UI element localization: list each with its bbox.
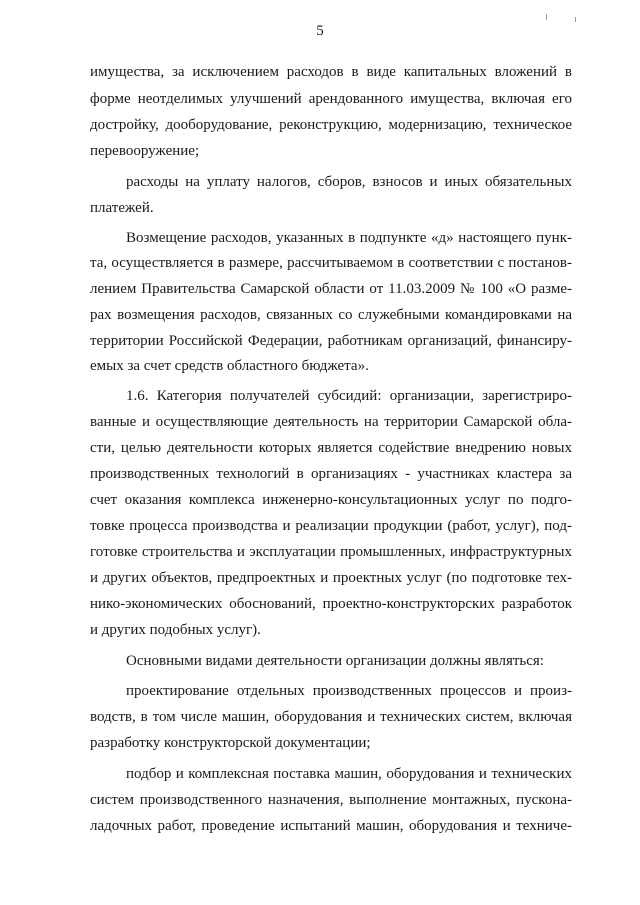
text-line: производственных технологий в организациях - участниках кластера за xyxy=(90,466,572,482)
text-line: 1.6. Категория получателей субсидий: организации, зарегистриро- xyxy=(126,388,572,404)
text-line: Основными видами деятельности организации должны являться: xyxy=(126,653,544,669)
page-number: 5 xyxy=(316,23,324,39)
text-line: лением Правительства Самарской области от 11.03.2009 № 100 «О разме- xyxy=(90,281,572,297)
text-line: форме неотделимых улучшений арендованного имущества, включая его xyxy=(90,91,572,107)
text-line: рах возмещения расходов, связанных со служебными командировками на xyxy=(90,307,572,323)
text-line: ванные и осуществляющие деятельность на территории Самарской обла- xyxy=(90,414,572,430)
text-line: готовке строительства и эксплуатации промышленных, инфраструктурных xyxy=(90,544,572,560)
scan-mark xyxy=(546,14,547,20)
text-line: емых за счет средств областного бюджета». xyxy=(90,358,369,374)
text-line: имущества, за исключением расходов в виде капитальных вложений в xyxy=(90,64,572,80)
text-line: проектирование отдельных производственных процессов и произ- xyxy=(126,683,572,699)
text-line: и других подобных услуг). xyxy=(90,622,261,638)
text-line: водств, в том числе машин, оборудования и технических систем, включая xyxy=(90,709,572,725)
text-line: систем производственного назначения, выполнение монтажных, пускона- xyxy=(90,792,572,808)
text-line: разработку конструкторской документации; xyxy=(90,735,371,751)
text-line: счет оказания комплекса инженерно-консультационных услуг по подго- xyxy=(90,492,572,508)
text-line: территории Российской Федерации, работникам организаций, финансиру- xyxy=(90,333,572,349)
text-line: расходы на уплату налогов, сборов, взносов и иных обязательных xyxy=(126,174,572,190)
text-line: и других объектов, предпроектных и проектных услуг (по подготовке тех- xyxy=(90,570,572,586)
text-line: платежей. xyxy=(90,200,154,216)
text-line: достройку, дооборудование, реконструкцию, модернизацию, техническое xyxy=(90,117,572,133)
text-line: нико-экономических обоснований, проектно-конструкторских разработок xyxy=(90,596,572,612)
text-line: перевооружение; xyxy=(90,143,200,159)
text-line: сти, целью деятельности которых является содействие внедрению новых xyxy=(90,440,572,456)
text-line: Возмещение расходов, указанных в подпункте «д» настоящего пунк- xyxy=(126,230,572,246)
scan-mark xyxy=(575,17,576,22)
text-line: та, осуществляется в размере, рассчитываемом в соответствии с постанов- xyxy=(90,255,572,271)
text-line: товке процесса производства и реализации продукции (работ, услуг), под- xyxy=(90,518,572,534)
text-line: ладочных работ, проведение испытаний машин, оборудования и техниче- xyxy=(90,818,572,834)
text-line: подбор и комплексная поставка машин, оборудования и технических xyxy=(126,766,572,782)
